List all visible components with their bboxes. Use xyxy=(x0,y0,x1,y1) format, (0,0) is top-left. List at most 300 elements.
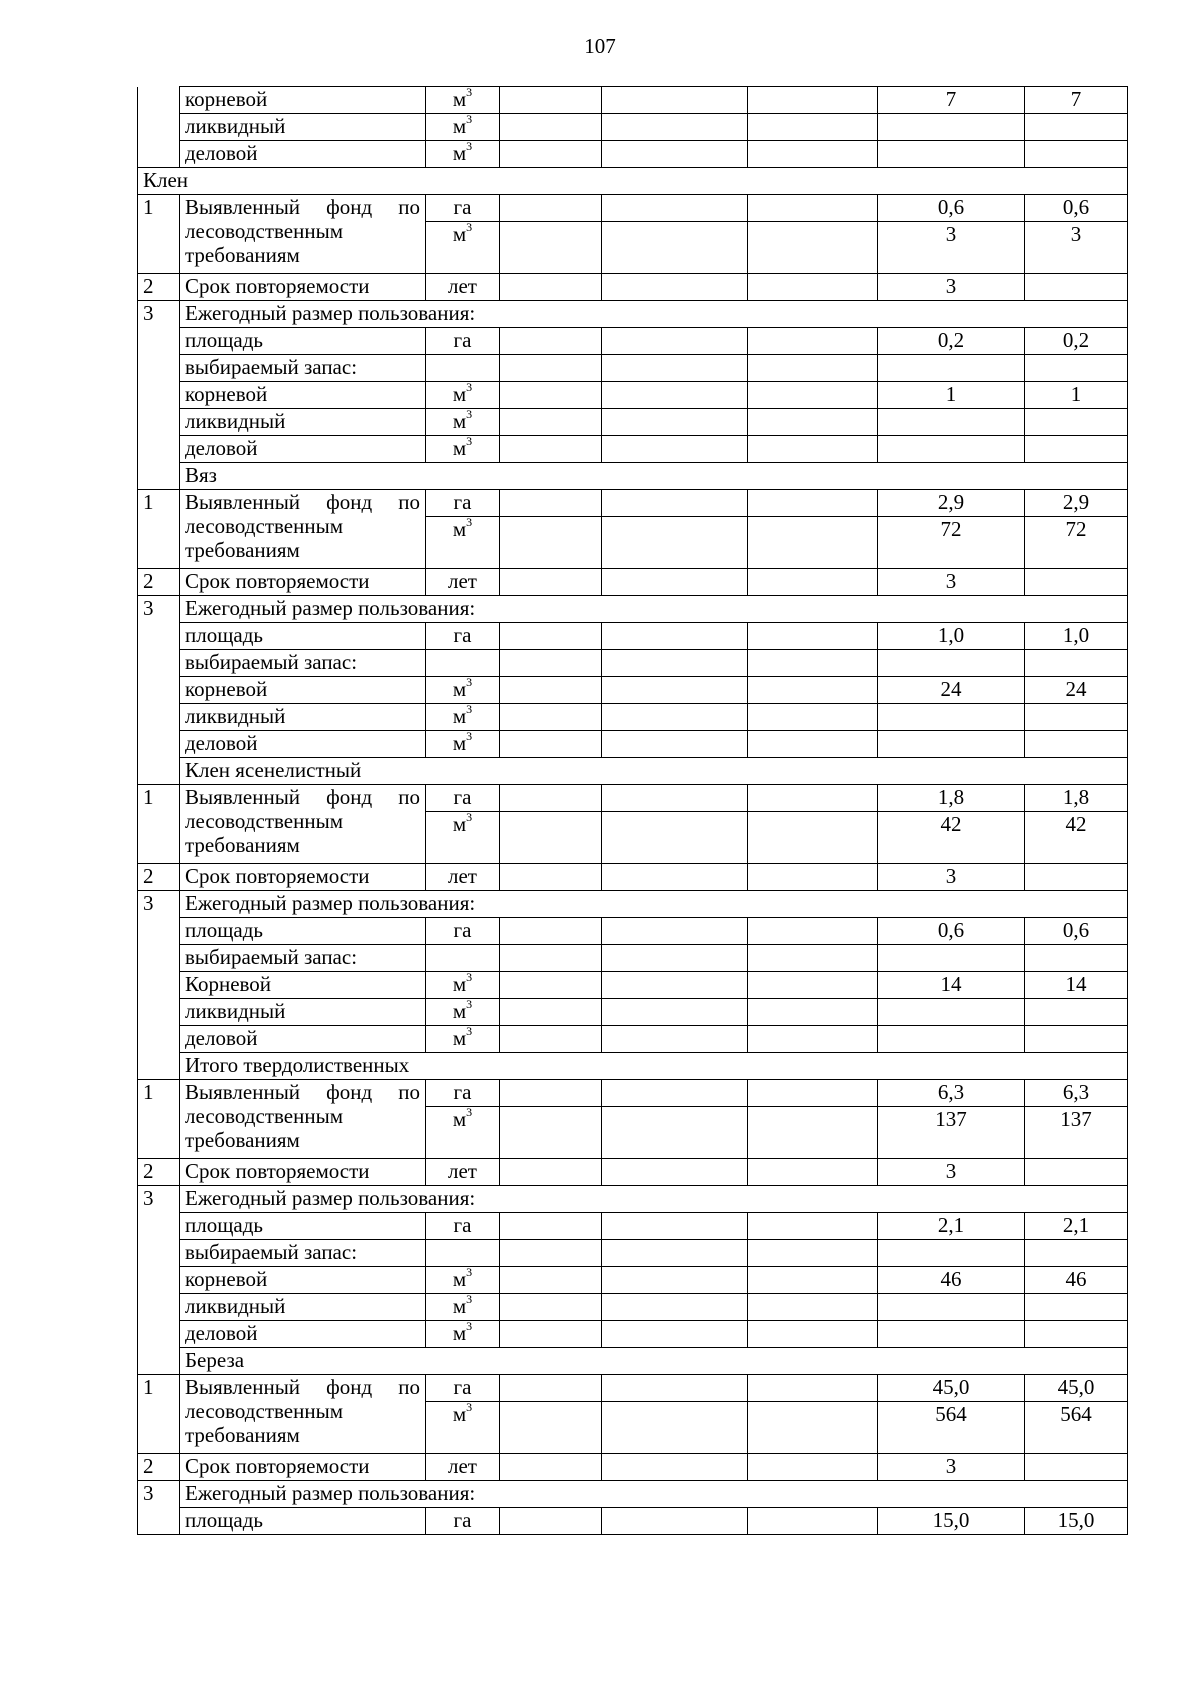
value-cell: 137 xyxy=(878,1107,1025,1159)
section-title: Итого твердолиственных xyxy=(180,1053,1128,1080)
row-index: 3 xyxy=(138,891,180,1080)
fund-label-line: лесоводственным xyxy=(185,1399,343,1423)
unit-cell: га xyxy=(426,490,500,517)
value-cell: 3 xyxy=(878,1454,1025,1481)
unit-cell xyxy=(426,382,500,409)
empty-cell xyxy=(602,87,748,114)
value-cell: 42 xyxy=(878,812,1025,864)
empty-cell xyxy=(500,1454,602,1481)
unit-exponent: 3 xyxy=(466,810,473,824)
empty-cell xyxy=(500,195,602,222)
fund-label-line: требованиям xyxy=(185,243,300,267)
empty-cell xyxy=(1025,1026,1128,1053)
empty-cell xyxy=(878,436,1025,463)
value-cell: 1,8 xyxy=(1025,785,1128,812)
fund-label-line: Выявленный фонд по xyxy=(185,1375,420,1399)
empty-cell xyxy=(602,785,748,812)
stock-label: деловой xyxy=(180,731,426,758)
unit-m3: $м^3$ xyxy=(452,702,473,728)
empty-cell xyxy=(500,704,602,731)
empty-cell xyxy=(602,1213,748,1240)
empty-cell xyxy=(748,490,878,517)
unit-m3: $м^3$ xyxy=(452,407,473,433)
empty-cell xyxy=(602,1080,748,1107)
unit-exponent: 3 xyxy=(466,139,473,153)
unit-cell: лет xyxy=(426,569,500,596)
area-label: площадь xyxy=(180,623,426,650)
empty-cell xyxy=(500,918,602,945)
empty-cell xyxy=(748,650,878,677)
unit-exponent: 3 xyxy=(466,1265,473,1279)
row-index: 2 xyxy=(138,274,180,301)
empty-cell xyxy=(500,114,602,141)
value-cell: 3 xyxy=(878,222,1025,274)
value-cell: 1,0 xyxy=(1025,623,1128,650)
unit-cell xyxy=(426,1026,500,1053)
stock-label: деловой xyxy=(180,1321,426,1348)
unit-cell: га xyxy=(426,1213,500,1240)
table-row xyxy=(138,195,1128,222)
empty-cell xyxy=(602,1321,748,1348)
value-cell: 564 xyxy=(878,1402,1025,1454)
page-number: 107 xyxy=(584,34,616,58)
empty-cell xyxy=(748,222,878,274)
empty-cell xyxy=(748,114,878,141)
unit-exponent: 3 xyxy=(466,702,473,716)
fund-label-line: требованиям xyxy=(185,833,300,857)
value-cell xyxy=(878,141,1025,168)
area-label: площадь xyxy=(180,328,426,355)
unit-m3: $м^3$ xyxy=(452,1024,473,1050)
unit-cell xyxy=(426,114,500,141)
empty-cell xyxy=(500,274,602,301)
empty-cell xyxy=(500,517,602,569)
value-cell: 45,0 xyxy=(878,1375,1025,1402)
value-cell xyxy=(1025,141,1128,168)
empty-cell xyxy=(602,490,748,517)
area-label: площадь xyxy=(180,918,426,945)
table-row xyxy=(138,1159,1128,1186)
table-row xyxy=(138,945,1128,972)
empty-cell xyxy=(602,812,748,864)
empty-cell xyxy=(602,141,748,168)
empty-cell xyxy=(602,1159,748,1186)
unit-cell: га xyxy=(426,1375,500,1402)
unit-m3: $м^3$ xyxy=(452,434,473,460)
row-index: 3 xyxy=(138,596,180,785)
row-index: 1 xyxy=(138,1375,180,1454)
value-cell xyxy=(1025,1454,1128,1481)
unit-cell: га xyxy=(426,1080,500,1107)
unit-cell xyxy=(426,972,500,999)
empty-cell xyxy=(748,1402,878,1454)
table-row xyxy=(138,1375,1128,1402)
empty-cell xyxy=(748,623,878,650)
empty-cell xyxy=(748,1240,878,1267)
empty-cell xyxy=(748,945,878,972)
fund-label xyxy=(180,785,426,864)
table-row xyxy=(138,731,1128,758)
empty-cell xyxy=(500,623,602,650)
empty-cell xyxy=(878,409,1025,436)
value-cell: 3 xyxy=(878,864,1025,891)
empty-cell xyxy=(500,569,602,596)
empty-cell xyxy=(602,222,748,274)
unit-cell xyxy=(426,87,500,114)
empty-cell xyxy=(602,731,748,758)
value-cell: 137 xyxy=(1025,1107,1128,1159)
section-header xyxy=(138,1348,1128,1375)
empty-cell xyxy=(748,972,878,999)
empty-cell xyxy=(748,812,878,864)
table-row xyxy=(138,409,1128,436)
table-row xyxy=(138,1294,1128,1321)
empty-cell xyxy=(1025,1294,1128,1321)
empty-cell xyxy=(602,1402,748,1454)
stock-label: ликвидный xyxy=(180,999,426,1026)
empty-cell xyxy=(1025,1321,1128,1348)
empty-cell xyxy=(748,328,878,355)
table-row xyxy=(138,1481,1128,1508)
empty-cell xyxy=(1025,650,1128,677)
table-row xyxy=(138,785,1128,812)
empty-cell xyxy=(500,141,602,168)
value-cell: 15,0 xyxy=(878,1508,1025,1535)
area-label: площадь xyxy=(180,1213,426,1240)
value-cell: 42 xyxy=(1025,812,1128,864)
value-cell: 0,6 xyxy=(878,918,1025,945)
table-row xyxy=(138,677,1128,704)
empty-cell xyxy=(748,677,878,704)
empty-cell xyxy=(878,731,1025,758)
unit-cell: га xyxy=(426,1508,500,1535)
stock-label: корневой xyxy=(180,677,426,704)
unit-m3: $м^3$ xyxy=(452,729,473,755)
period-label: Срок повторяемости xyxy=(180,274,426,301)
stock-label: корневой xyxy=(180,87,426,114)
unit-m3: $м^3$ xyxy=(452,1265,473,1291)
unit-m3: $м^3$ xyxy=(452,515,473,541)
empty-cell xyxy=(748,409,878,436)
row-index: 3 xyxy=(138,1481,180,1535)
table-body xyxy=(138,87,1128,1535)
unit-cell: га xyxy=(426,918,500,945)
empty-cell xyxy=(748,274,878,301)
unit-cell xyxy=(426,812,500,864)
table-row xyxy=(138,569,1128,596)
empty-cell xyxy=(426,650,500,677)
empty-cell xyxy=(602,1375,748,1402)
table-row xyxy=(138,301,1128,328)
unit-m3: $м^3$ xyxy=(452,1319,473,1345)
empty-cell xyxy=(426,945,500,972)
empty-cell xyxy=(602,1294,748,1321)
empty-cell xyxy=(602,945,748,972)
empty-cell xyxy=(500,1080,602,1107)
empty-cell xyxy=(500,409,602,436)
empty-cell xyxy=(602,677,748,704)
annual-label: Ежегодный размер пользования: xyxy=(180,1186,1128,1213)
empty-cell xyxy=(500,812,602,864)
empty-cell xyxy=(602,999,748,1026)
empty-cell xyxy=(748,1159,878,1186)
empty-cell xyxy=(878,1321,1025,1348)
unit-m3: $м^3$ xyxy=(452,970,473,996)
empty-cell xyxy=(1025,355,1128,382)
stock-label: ликвидный xyxy=(180,409,426,436)
empty-cell xyxy=(602,195,748,222)
value-cell: 45,0 xyxy=(1025,1375,1128,1402)
section-header xyxy=(138,1053,1128,1080)
row-index xyxy=(138,141,180,168)
value-cell: 3 xyxy=(878,1159,1025,1186)
empty-cell xyxy=(602,274,748,301)
unit-cell xyxy=(426,1321,500,1348)
table-row xyxy=(138,87,1128,114)
unit-m3: $м^3$ xyxy=(452,810,473,836)
unit-exponent: 3 xyxy=(466,434,473,448)
empty-cell xyxy=(500,436,602,463)
empty-cell xyxy=(500,490,602,517)
empty-cell xyxy=(748,704,878,731)
unit-m3: $м^3$ xyxy=(452,220,473,246)
empty-cell xyxy=(500,972,602,999)
empty-cell xyxy=(1025,704,1128,731)
table-row xyxy=(138,1508,1128,1535)
empty-cell xyxy=(602,436,748,463)
empty-cell xyxy=(1025,1240,1128,1267)
table-row xyxy=(138,436,1128,463)
value-cell: 15,0 xyxy=(1025,1508,1128,1535)
empty-cell xyxy=(1025,731,1128,758)
row-index: 1 xyxy=(138,785,180,864)
empty-cell xyxy=(748,517,878,569)
table-row xyxy=(138,328,1128,355)
fund-label-line: требованиям xyxy=(185,538,300,562)
empty-cell xyxy=(602,1026,748,1053)
unit-cell: лет xyxy=(426,864,500,891)
empty-cell xyxy=(602,569,748,596)
unit-exponent: 3 xyxy=(466,515,473,529)
fund-label-line: требованиям xyxy=(185,1423,300,1447)
value-cell xyxy=(1025,569,1128,596)
empty-cell xyxy=(602,704,748,731)
unit-exponent: 3 xyxy=(466,85,473,99)
empty-cell xyxy=(500,677,602,704)
unit-m3: $м^3$ xyxy=(452,1400,473,1426)
unit-cell xyxy=(426,731,500,758)
unit-cell xyxy=(426,704,500,731)
empty-cell xyxy=(878,1294,1025,1321)
empty-cell xyxy=(500,1107,602,1159)
unit-exponent: 3 xyxy=(466,970,473,984)
empty-cell xyxy=(500,222,602,274)
section-title: Вяз xyxy=(180,463,1128,490)
value-cell: 0,2 xyxy=(1025,328,1128,355)
area-label: площадь xyxy=(180,1508,426,1535)
unit-cell: га xyxy=(426,785,500,812)
empty-cell xyxy=(602,409,748,436)
unit-exponent: 3 xyxy=(466,675,473,689)
section-header xyxy=(138,463,1128,490)
unit-cell: лет xyxy=(426,1454,500,1481)
unit-exponent: 3 xyxy=(466,729,473,743)
unit-exponent: 3 xyxy=(466,112,473,126)
table-row xyxy=(138,704,1128,731)
stock-label: корневой xyxy=(180,382,426,409)
table-row xyxy=(138,650,1128,677)
table-row xyxy=(138,596,1128,623)
table-row xyxy=(138,355,1128,382)
stock-label: Корневой xyxy=(180,972,426,999)
row-index: 3 xyxy=(138,1186,180,1375)
fund-label-line: требованиям xyxy=(185,1128,300,1152)
value-cell: 564 xyxy=(1025,1402,1128,1454)
empty-cell xyxy=(748,1080,878,1107)
unit-m3: $м^3$ xyxy=(452,112,473,138)
unit-m3: $м^3$ xyxy=(452,380,473,406)
value-cell: 1,0 xyxy=(878,623,1025,650)
empty-cell xyxy=(748,436,878,463)
unit-exponent: 3 xyxy=(466,380,473,394)
empty-cell xyxy=(748,785,878,812)
unit-cell xyxy=(426,517,500,569)
empty-cell xyxy=(500,1321,602,1348)
value-cell: 2,9 xyxy=(1025,490,1128,517)
empty-cell xyxy=(500,1240,602,1267)
empty-cell xyxy=(878,650,1025,677)
value-cell: 3 xyxy=(878,274,1025,301)
table-row xyxy=(138,114,1128,141)
empty-cell xyxy=(748,382,878,409)
unit-cell xyxy=(426,1107,500,1159)
empty-cell xyxy=(500,999,602,1026)
value-cell: 1 xyxy=(1025,382,1128,409)
empty-cell xyxy=(500,1402,602,1454)
stock-label: выбираемый запас: xyxy=(180,945,426,972)
row-index: 1 xyxy=(138,1080,180,1159)
unit-cell xyxy=(426,677,500,704)
value-cell: 2,1 xyxy=(1025,1213,1128,1240)
unit-m3: $м^3$ xyxy=(452,1292,473,1318)
empty-cell xyxy=(602,650,748,677)
value-cell: 14 xyxy=(1025,972,1128,999)
fund-label-line: лесоводственным xyxy=(185,809,343,833)
empty-cell xyxy=(878,1026,1025,1053)
row-index: 2 xyxy=(138,1159,180,1186)
row-index: 1 xyxy=(138,195,180,274)
table-row xyxy=(138,490,1128,517)
unit-m3: $м^3$ xyxy=(452,1105,473,1131)
stock-label: деловой xyxy=(180,1026,426,1053)
empty-cell xyxy=(426,1240,500,1267)
table-row xyxy=(138,1267,1128,1294)
value-cell: 0,2 xyxy=(878,328,1025,355)
empty-cell xyxy=(748,1454,878,1481)
empty-cell xyxy=(748,195,878,222)
value-cell xyxy=(1025,1159,1128,1186)
row-index: 2 xyxy=(138,1454,180,1481)
stock-label: ликвидный xyxy=(180,1294,426,1321)
value-cell xyxy=(878,114,1025,141)
empty-cell xyxy=(602,1508,748,1535)
empty-cell xyxy=(500,785,602,812)
empty-cell xyxy=(500,864,602,891)
empty-cell xyxy=(878,945,1025,972)
unit-m3: $м^3$ xyxy=(452,997,473,1023)
fund-label xyxy=(180,490,426,569)
fund-label-line: лесоводственным xyxy=(185,219,343,243)
value-cell: 0,6 xyxy=(1025,918,1128,945)
empty-cell xyxy=(748,918,878,945)
empty-cell xyxy=(1025,436,1128,463)
stock-label: выбираемый запас: xyxy=(180,650,426,677)
value-cell: 6,3 xyxy=(878,1080,1025,1107)
unit-exponent: 3 xyxy=(466,1292,473,1306)
value-cell: 24 xyxy=(878,677,1025,704)
section-header xyxy=(138,758,1128,785)
unit-cell: га xyxy=(426,623,500,650)
table-row xyxy=(138,1186,1128,1213)
fund-label xyxy=(180,195,426,274)
value-cell: 6,3 xyxy=(1025,1080,1128,1107)
empty-cell xyxy=(748,864,878,891)
empty-cell xyxy=(500,1213,602,1240)
empty-cell xyxy=(500,382,602,409)
unit-exponent: 3 xyxy=(466,1024,473,1038)
table-row xyxy=(138,1240,1128,1267)
empty-cell xyxy=(602,1267,748,1294)
empty-cell xyxy=(748,141,878,168)
empty-cell xyxy=(500,1375,602,1402)
fund-label-line: лесоводственным xyxy=(185,514,343,538)
fund-label-line: Выявленный фонд по xyxy=(185,195,420,219)
empty-cell xyxy=(500,1159,602,1186)
empty-cell xyxy=(602,328,748,355)
unit-m3: $м^3$ xyxy=(452,85,473,111)
table-row xyxy=(138,274,1128,301)
empty-cell xyxy=(878,704,1025,731)
value-cell: 7 xyxy=(878,87,1025,114)
empty-cell xyxy=(878,999,1025,1026)
value-cell: 14 xyxy=(878,972,1025,999)
annual-label: Ежегодный размер пользования: xyxy=(180,891,1128,918)
annual-label: Ежегодный размер пользования: xyxy=(180,596,1128,623)
table-row xyxy=(138,382,1128,409)
unit-cell xyxy=(426,1402,500,1454)
value-cell: 72 xyxy=(1025,517,1128,569)
unit-exponent: 3 xyxy=(466,407,473,421)
table-row xyxy=(138,1454,1128,1481)
value-cell: 24 xyxy=(1025,677,1128,704)
unit-cell xyxy=(426,999,500,1026)
table-row xyxy=(138,141,1128,168)
table-row xyxy=(138,1026,1128,1053)
empty-cell xyxy=(748,87,878,114)
empty-cell xyxy=(748,1294,878,1321)
empty-cell xyxy=(500,1294,602,1321)
stock-label: ликвидный xyxy=(180,704,426,731)
empty-cell xyxy=(748,1508,878,1535)
value-cell xyxy=(1025,274,1128,301)
empty-cell xyxy=(1025,409,1128,436)
table-row xyxy=(138,864,1128,891)
empty-cell xyxy=(602,1107,748,1159)
empty-cell xyxy=(602,382,748,409)
table-row xyxy=(138,1080,1128,1107)
empty-cell xyxy=(602,1454,748,1481)
empty-cell xyxy=(748,1321,878,1348)
